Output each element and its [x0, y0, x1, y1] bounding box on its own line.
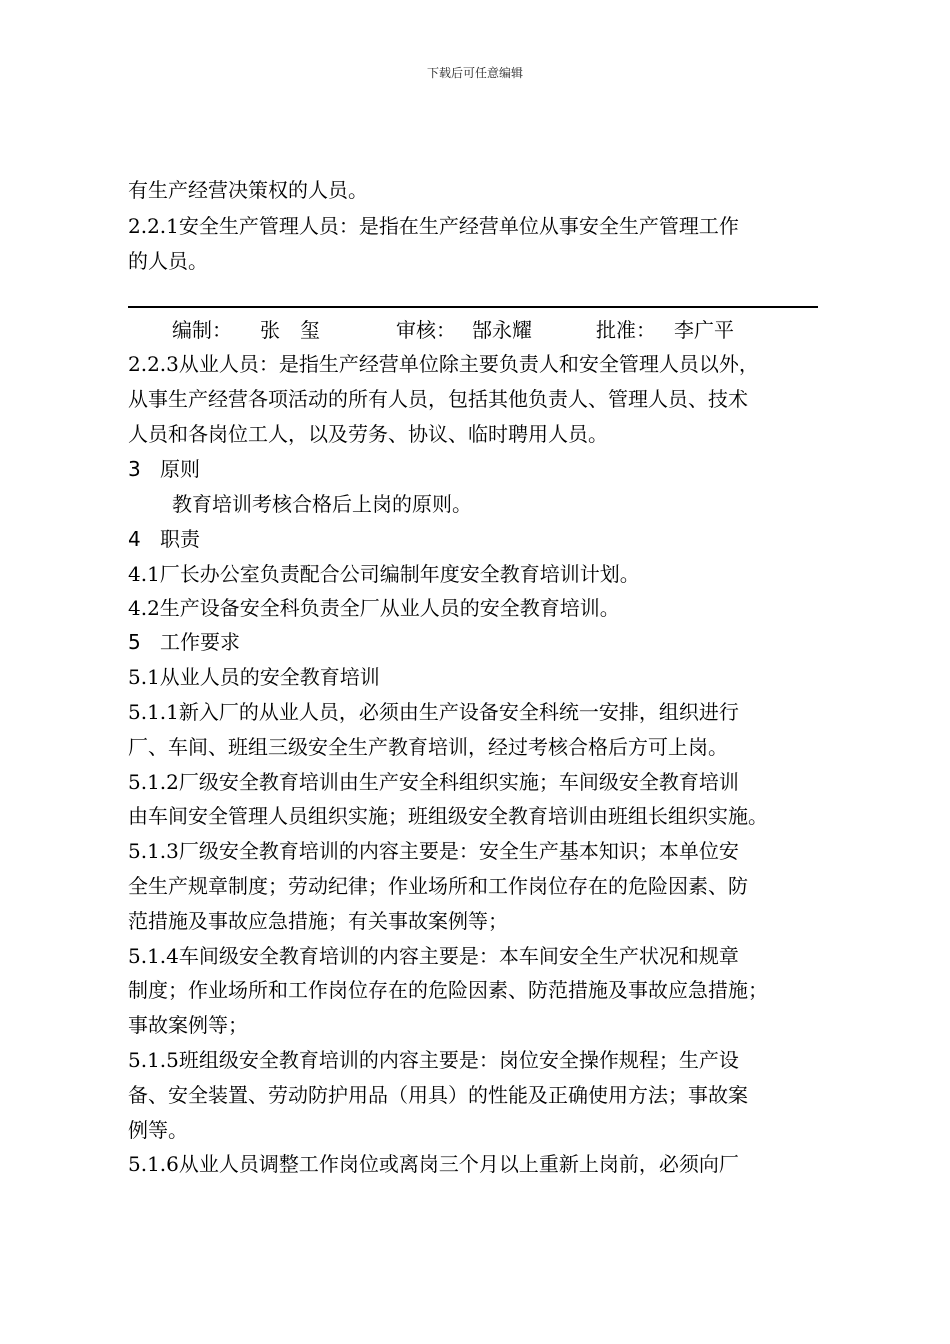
paragraph-line: 厂、车间、班组三级安全生产教育培训，经过考核合格后方可上岗。	[128, 735, 728, 759]
section-number: 3	[128, 457, 141, 481]
editor-name: 张 玺	[260, 318, 320, 342]
paragraph-line: 的人员。	[128, 249, 208, 273]
section-title: 原则	[160, 457, 200, 481]
section-heading	[128, 527, 200, 551]
reviewer-name: 郜永耀	[472, 318, 532, 342]
approver-name: 李广平	[674, 318, 734, 342]
section-title: 职责	[160, 527, 200, 551]
paragraph-line: 例等。	[128, 1118, 188, 1142]
paragraph-line: 全生产规章制度；劳动纪律；作业场所和工作岗位存在的危险因素、防	[128, 874, 748, 898]
paragraph-line: 备、安全装置、劳动防护用品（用具）的性能及正确使用方法；事故案	[128, 1083, 748, 1107]
paragraph-line: 4.1厂长办公室负责配合公司编制年度安全教育培训计划。	[128, 562, 640, 586]
approver-label: 批准：	[596, 318, 656, 342]
paragraph-line: 4.2生产设备安全科负责全厂从业人员的安全教育培训。	[128, 596, 620, 620]
header-watermark: 下载后可任意编辑	[426, 66, 523, 80]
editor-label: 编制：	[172, 318, 232, 342]
section-title: 工作要求	[160, 630, 240, 654]
paragraph-line: 教育培训考核合格后上岗的原则。	[172, 492, 472, 516]
section-number: 4	[128, 527, 141, 551]
paragraph-line: 范措施及事故应急措施；有关事故案例等；	[128, 909, 508, 933]
section-number: 5	[128, 630, 141, 654]
paragraph-line: 5.1.5班组级安全教育培训的内容主要是：岗位安全操作规程；生产设	[128, 1048, 739, 1072]
paragraph-line: 从事生产经营各项活动的所有人员，包括其他负责人、管理人员、技术	[128, 387, 748, 411]
paragraph-line: 2.2.1安全生产管理人员：是指在生产经营单位从事安全生产管理工作	[128, 214, 739, 238]
paragraph-line: 事故案例等；	[128, 1013, 248, 1037]
paragraph-line: 人员和各岗位工人，以及劳务、协议、临时聘用人员。	[128, 422, 608, 446]
paragraph-line: 由车间安全管理人员组织实施；班组级安全教育培训由班组长组织实施。	[128, 804, 768, 828]
reviewer-label: 审核：	[396, 318, 456, 342]
paragraph-line: 5.1.1新入厂的从业人员，必须由生产设备安全科统一安排，组织进行	[128, 700, 739, 724]
paragraph-line: 5.1.3厂级安全教育培训的内容主要是：安全生产基本知识；本单位安	[128, 839, 739, 863]
paragraph-line: 5.1.2厂级安全教育培训由生产安全科组织实施；车间级安全教育培训	[128, 770, 739, 794]
paragraph-line: 制度；作业场所和工作岗位存在的危险因素、防范措施及事故应急措施；	[128, 978, 768, 1002]
section-heading	[128, 457, 200, 481]
signature-divider	[128, 306, 818, 308]
section-heading	[128, 630, 240, 654]
paragraph-line: 5.1.4车间级安全教育培训的内容主要是：本车间安全生产状况和规章	[128, 944, 739, 968]
paragraph-line: 5.1从业人员的安全教育培训	[128, 665, 380, 689]
paragraph-line: 5.1.6从业人员调整工作岗位或离岗三个月以上重新上岗前，必须向厂	[128, 1152, 739, 1176]
paragraph-line: 2.2.3从业人员：是指生产经营单位除主要负责人和安全管理人员以外，	[128, 352, 759, 376]
paragraph-line: 有生产经营决策权的人员。	[128, 178, 368, 202]
